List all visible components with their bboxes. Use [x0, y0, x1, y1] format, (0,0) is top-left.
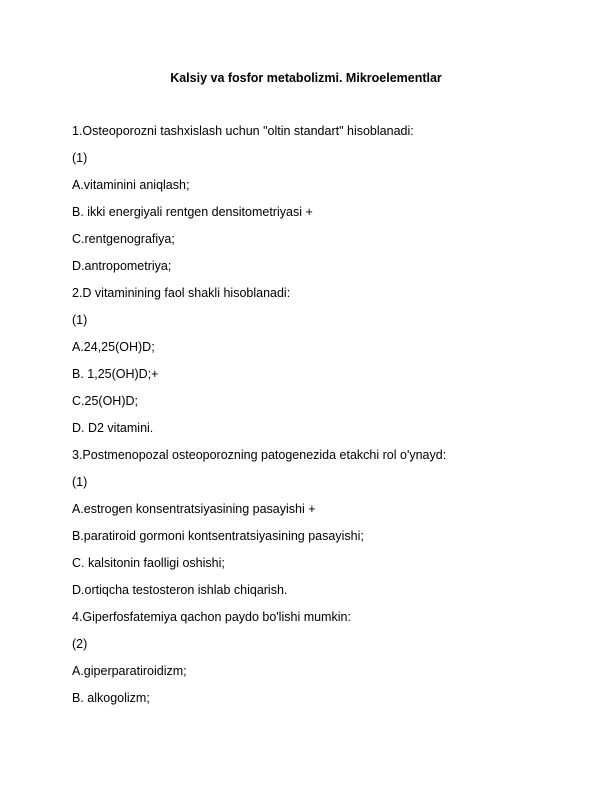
question-2-option-b: B. 1,25(OH)D;+	[72, 367, 159, 381]
document-title: Kalsiy va fosfor metabolizmi. Mikroelementlar	[170, 71, 442, 85]
question-2-option-d: D. D2 vitamini.	[72, 421, 154, 435]
question-4-text: 4.Giperfosfatemiya qachon paydo bo'lishi mumkin:	[72, 610, 351, 624]
question-2-option-a: A.24,25(OH)D;	[72, 340, 155, 354]
question-list	[72, 123, 552, 717]
question-4-option-a: A.giperparatiroidizm;	[72, 664, 187, 678]
question-1-option-b: B. ikki energiyali rentgen densitometriyasi +	[72, 205, 313, 219]
question-4-points: (2)	[72, 637, 88, 651]
question-1-option-c: C.rentgenografiya;	[72, 232, 175, 246]
question-1-option-a: A.vitaminini aniqlash;	[72, 178, 190, 192]
question-3-text: 3.Postmenopozal osteoporozning patogenezida etakchi rol o'ynayd:	[72, 448, 447, 462]
question-2-text: 2.D vitaminining faol shakli hisoblanadi:	[72, 286, 291, 300]
question-1-points: (1)	[72, 151, 88, 165]
question-4-option-b: B. alkogolizm;	[72, 691, 150, 705]
question-3-option-d: D.ortiqcha testosteron ishlab chiqarish.	[72, 583, 288, 597]
question-1-option-d: D.antropometriya;	[72, 259, 172, 273]
question-3-points: (1)	[72, 475, 88, 489]
question-1-text: 1.Osteoporozni tashxislash uchun "oltin standart" hisoblanadi:	[72, 124, 414, 138]
question-3-option-a: A.estrogen konsentratsiyasining pasayishi +	[72, 502, 316, 516]
question-2-option-c: C.25(OH)D;	[72, 394, 138, 408]
question-2-points: (1)	[72, 313, 88, 327]
question-3-option-b: B.paratiroid gormoni kontsentratsiyasining pasayishi;	[72, 529, 364, 543]
question-3-option-c: C. kalsitonin faolligi oshishi;	[72, 556, 225, 570]
